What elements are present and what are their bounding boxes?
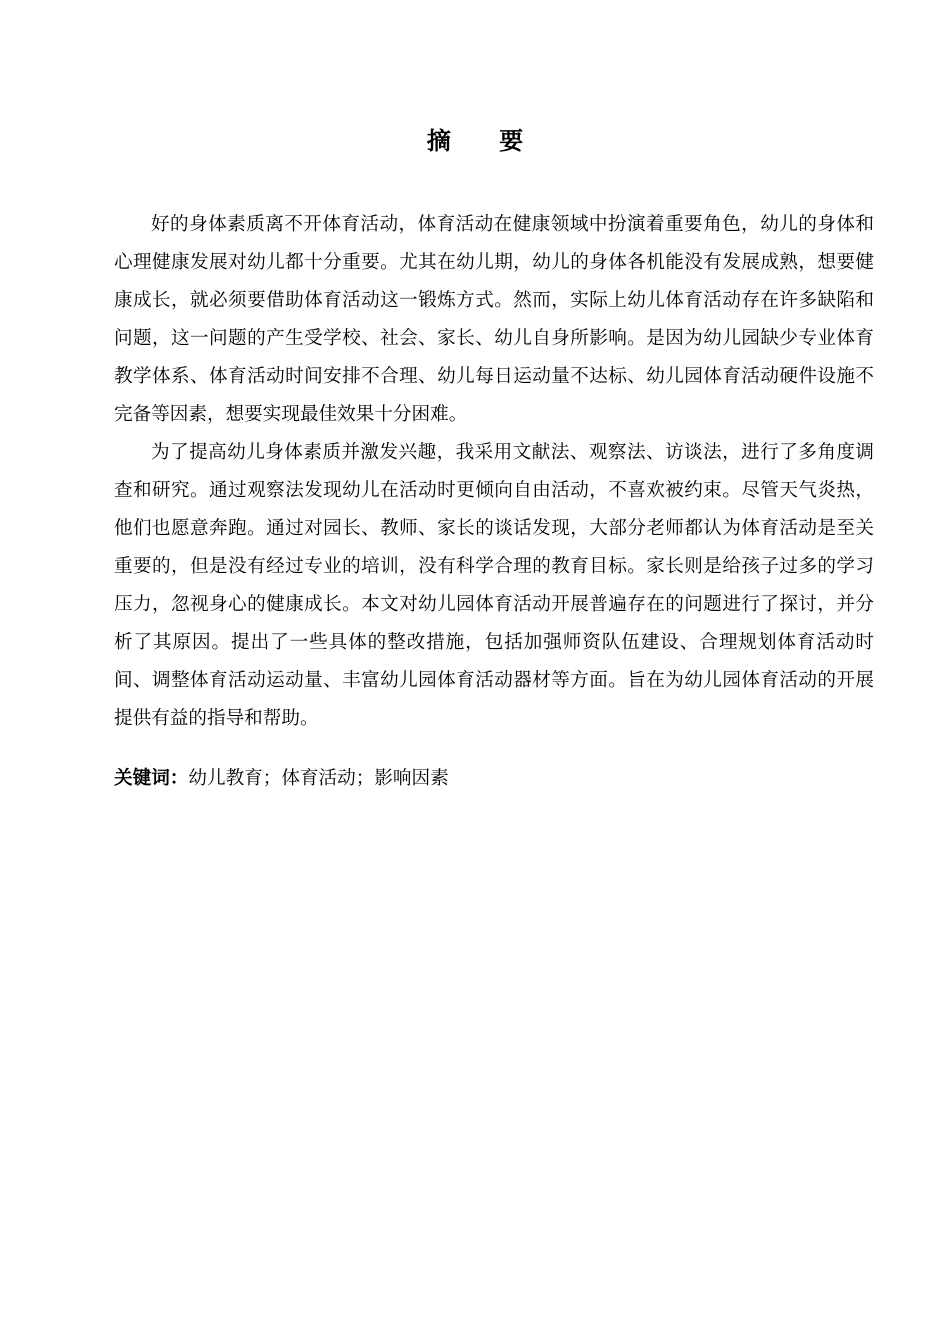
keywords-line: [114, 764, 874, 794]
abstract-title: 摘 要: [426, 126, 544, 155]
abstract-paragraph-2: 为了提高幼儿身体素质并激发兴趣，我采用文献法、观察法、访谈法，进行了多角度调查和研究。通过观察法发现幼儿在活动时更倾向自由活动，不喜欢被约束。尽管天气炎热，他们也愿意奔跑。通过对园长、教师、家长的谈话发现，大部分老师都认为体育活动是至关重要的，但是没有经过专业的培训，没有科学合理的教育目标。家长则是给孩子过多的学习压力，忽视身心的健康成长。本文对幼儿园体育活动开展普遍存在的问题进行了探讨，并分析了其原因。提出了一些具体的整改措施，包括加强师资队伍建设、合理规划体育活动时间、调整体育活动运动量、丰富幼儿园体育活动器材等方面。旨在为幼儿园体育活动的开展提供有益的指导和帮助。: [114, 442, 874, 729]
keywords-label: 关键词：: [114, 768, 189, 789]
keywords-value: 幼儿教育；体育活动；影响因素: [188, 768, 449, 789]
abstract-paragraph-1: 好的身体素质离不开体育活动，体育活动在健康领域中扮演着重要角色，幼儿的身体和心理健康发展对幼儿都十分重要。尤其在幼儿期，幼儿的身体各机能没有发展成熟，想要健康成长，就必须要借助体育活动这一锻炼方式。然而，实际上幼儿体育活动存在许多缺陷和问题，这一问题的产生受学校、社会、家长、幼儿自身所影响。是因为幼儿园缺少专业体育教学体系、体育活动时间安排不合理、幼儿每日运动量不达标、幼儿园体育活动硬件设施不完备等因素，想要实现最佳效果十分困难。: [114, 214, 874, 425]
abstract-body: [114, 206, 874, 738]
